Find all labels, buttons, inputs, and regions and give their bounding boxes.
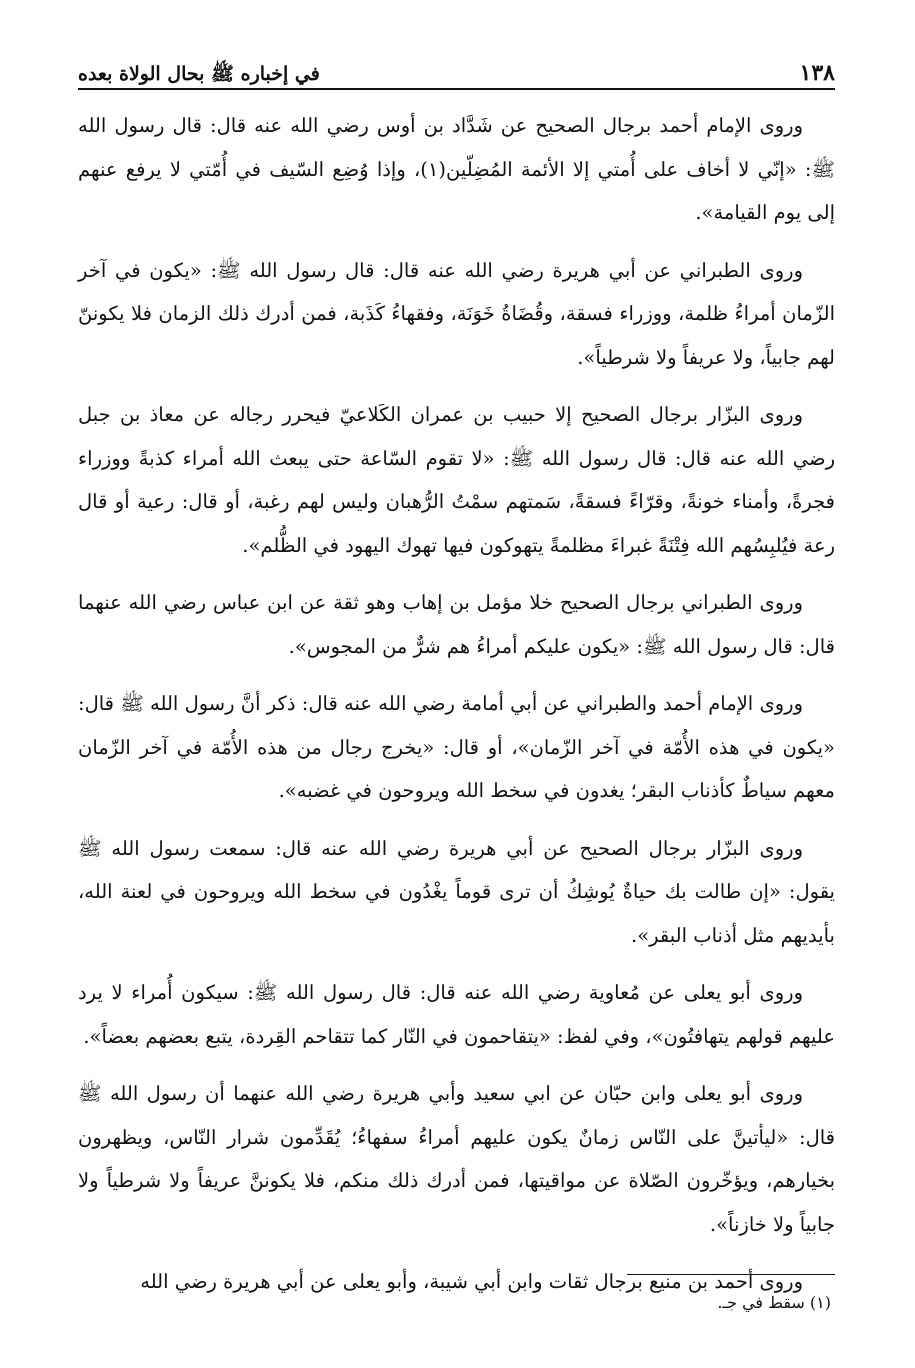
paragraph-ahmad-shaddad: وروى الإمام أحمد برجال الصحيح عن شَدَّاد بن أوس رضي الله عنه قال: قال رسول الله ﷺ: «إنّي لا أخاف على أُمتي إلا الأئمة المُضِلّين(١)، وإذا وُضِع السّيف في أُمّتي لا يرفع عنهم إلى يوم القيامة». [78,114,835,224]
paragraph-tabarani-ibn-abbas: وروى الطبراني برجال الصحيح خلا مؤمل بن إهاب وهو ثقة عن ابن عباس رضي الله عنهما قال: قال رسول الله ﷺ: «يكون عليكم أمراءُ هم شرٌّ من المجوس». [78,591,835,658]
book-page [78,52,835,1352]
paragraph-abu-yala-muawiya: وروى أبو يعلى عن مُعاوية رضي الله عنه قال: قال رسول الله ﷺ: سيكون أُمراء لا يرد عليهم قولهم يتهافتُون»، وفي لفظ: «يتقاحمون في النّار كما تتقاحم القِردة، يتبع بعضهم بعضاً». [78,981,835,1048]
main-text [78,104,835,1304]
paragraph-bazzar-abu-hurayra: وروى البزّار برجال الصحيح عن أبي هريرة رضي الله عنه قال: سمعت رسول الله ﷺ يقول: «إن طالت بك حياةٌ يُوشِكُ أن ترى قوماً يغْدُون في سخط الله ويروحون في لعنة الله، بأيديهم مثل أذناب البقر». [78,836,835,947]
paragraph-bazzar-muadh: وروى البزّار برجال الصحيح إلا حبيب بن عمران الكَلاعيّ فيحرر رجاله عن معاذ بن جبل رضي الله عنه قال: قال رسول الله ﷺ: «لا تقوم السّاعة حتى يبعث الله أمراء كذبةً ووزراء فجرةً، وأمناء خونةً، وقرّاءً فسقةً، سَمتهم سمْتُ الرُّهبان وليس لهم رغبة، أو قال: رعية أو قال رعة فيُلبِسُهم الله فِتْنَةً غبراءَ مظلمةً يتهوكون فيها تهوك اليهود في الظُّلم». [78,403,835,557]
footnote: (١) سقط في جـ. [717,1293,831,1312]
paragraph-tabarani-abu-hurayra: وروى الطبراني عن أبي هريرة رضي الله عنه قال: قال رسول الله ﷺ: «يكون في آخر الزّمان أمراءُ ظلمة، ووزراء فسقة، وقُضَاةُ خَوَنَة، وفقهاءُ كَذَبة، فمن أدرك ذلك الزمان فلا يكوننّ لهم جابياً، ولا عريفاً ولا شرطياً». [78,258,835,369]
running-title: في إخباره ﷺ بحال الولاة بعده [78,63,320,85]
page-number: ١٣٨ [799,60,835,86]
paragraph-ahmad-abu-umama: وروى الإمام أحمد والطبراني عن أبي أمامة رضي الله عنه قال: ذكر أنَّ رسول الله ﷺ قال: «يكون في هذه الأُمّة في آخر الزّمان»، أو قال: «يخرج رجال من هذه الأُمّة في آخر الزّمان معهم سياطٌ كأذناب البقر؛ يغدون في سخط الله ويروحون في غضبه». [78,692,835,802]
paragraph-abu-yala-ibn-hibban: وروى أبو يعلى وابن حبّان عن ابي سعيد وأبي هريرة رضي الله عنهما أن رسول الله ﷺ قال: «ليأتينَّ على النّاس زمانٌ يكون عليهم أمراءُ سفهاءُ؛ يُقَدِّمون شرار النّاس، ويظهرون بخيارهم، ويؤخّرون الصّلاة عن مواقيتها، فمن أدرك ذلك منكم، فلا يكوننَّ عريفاً ولا شرطياً ولا جابياً ولا خازناً». [78,1082,835,1236]
running-header [78,52,835,90]
paragraph-ahmad-ibn-mani: وروى أحمد بن منيع برجال ثقات وابن أبي شيبة، وأبو يعلى عن أبي هريرة رضي الله [140,1270,803,1293]
footnote-divider [627,1274,835,1275]
